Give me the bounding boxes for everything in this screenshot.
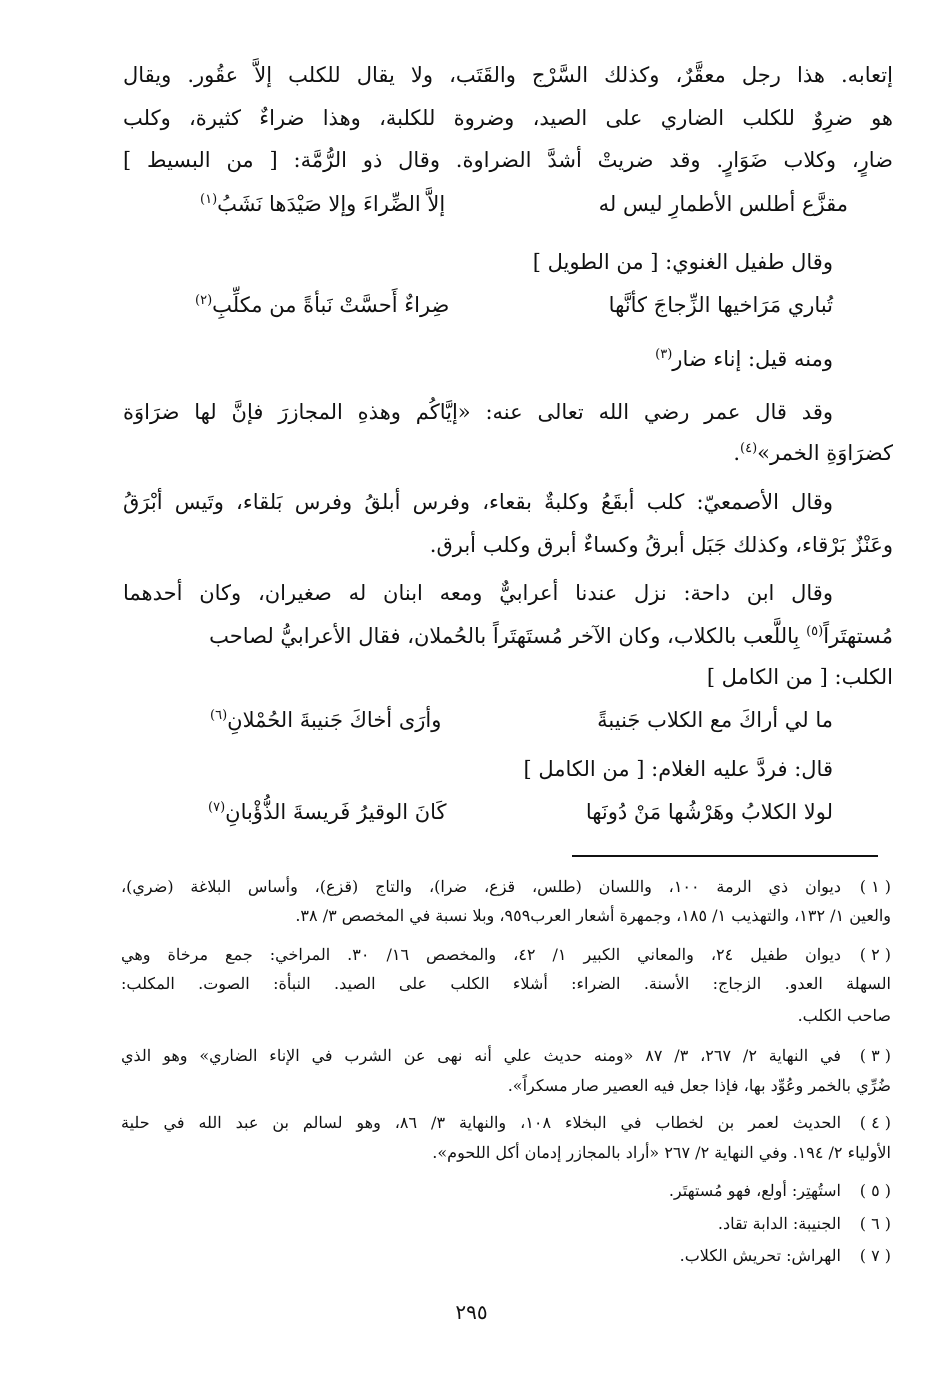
page-number: ٢٩٥ [455, 1300, 488, 1324]
footnote-1-line-1: ديوان ذي الرمة ١٠٠، واللسان (طلس، قزع، ضرا)، والتاج (قزع)، وأساس البلاغة (ضري)، [121, 877, 841, 896]
daha-line-2-rest: بِاللَّعب بالكلاب، وكان الآخر مُستَهتَراً بالحُملان، فقال الأعرابيُّ لصاحب [209, 624, 800, 648]
verse-4-second-hemistich [208, 800, 447, 824]
verse-1-second-hemistich [200, 192, 445, 216]
footnote-1-number: ( ١ ) [859, 877, 891, 896]
omar-line-1: وقد قال عمر رضي الله تعالى عنه: «إيَّاكُم وهذهِ المجازرَ فإنَّ لها ضرَاوَة [123, 400, 833, 424]
footnote-ref-1: (١) [200, 192, 218, 207]
asmai-line-1: وقال الأصمعيّ: كلب أبقَعُ وكلبةٌ بقعاء، وفرس أبلقُ وفرس بَلقاء، وتَيس أبْرَقُ [123, 490, 833, 514]
footnote-2-line-1: ديوان طفيل ٢٤، والمعاني الكبير ١/ ٤٢، والمخصص ١٦/ ٣٠. المراخي: جمع مرخاة وهي [121, 945, 842, 964]
verse-4-first-hemistich: لولا الكلابُ وهَرْشُها مَنْ دُونَها [585, 800, 833, 824]
daha-line-2 [123, 624, 893, 648]
verse-1-first-hemistich: مقزَّع أطلس الأطمارِ ليس له [598, 192, 848, 216]
footnote-4-number: ( ٤ ) [859, 1113, 891, 1132]
footnote-2-line-2: السهلة العدو. الزجاج: الأسنة. الضراء: أشلاء الكلب على الصيد. النبأة: الصوت. المكلب: [121, 974, 891, 993]
footnote-2-line-3: صاحب الكلب. [797, 1006, 891, 1025]
footnote-5-number: ( ٥ ) [859, 1181, 891, 1200]
footnote-ref-7: (٧) [208, 800, 226, 815]
footnote-ref-2: (٢) [195, 293, 213, 308]
footnote-3-line-2: ضُرِّي بالخمر وعُوِّد بها، فإذا جعل فيه العصير صار مسكراً». [507, 1076, 891, 1095]
daha-line-3: الكلب: [ من الكامل ] [706, 665, 893, 689]
footnote-3-number: ( ٣ ) [859, 1046, 891, 1065]
verse-1-second-text: إلاَّ الضِّراءَ وإلا صَيْدَها نَشَبُ [217, 192, 446, 216]
omar-line-2 [123, 441, 893, 465]
reply-intro: قال: فردَّ عليه الغلام: [ من الكامل ] [523, 757, 833, 781]
inaa-text: ومنه قيل: إناء ضار [672, 347, 833, 371]
footnote-ref-5: (٥) [806, 624, 824, 639]
body-line-2: هو ضرِوٌ للكلب الضاري على الصيد، وضروة للكلبة، وهذا ضراءٌ كثيرة، وكلب [123, 106, 893, 130]
daha-line-2-start: مُستهتَراً [823, 624, 893, 648]
verse-3-second-hemistich [210, 708, 441, 732]
footnote-4-line-1: الحديث لعمر بن لخطاب في البخلاء ١٠٨، والنهاية ٣/ ٨٦، وهو لسالم بن عبد الله في حلية [121, 1113, 842, 1132]
verse-2-first-hemistich: تُباري مَرَاخيها الزِّجاجَ كأنَّها [608, 293, 833, 317]
verse-2-second-text: ضِراءٌ أَحسَّتْ نَبأةً من مكلِّبِ [212, 293, 450, 317]
footnote-ref-6: (٦) [210, 708, 228, 723]
footnote-2-number: ( ٢ ) [859, 945, 891, 964]
body-line-1: إتعابه. هذا رجل معقَّرٌ، وكذلك السَّرْج والقَتَب، ولا يقال للكلب إلاَّ عقُور. ويقال [123, 63, 893, 87]
verse-3-second-text: وأرَى أخاكَ جَنيبةَ الحُمْلانِ [227, 708, 442, 732]
asmai-line-2: وعَنْزٌ بَرْقاء، وكذلك جَبَل أبرقُ وكساءٌ أبرق وكلب أبرق. [429, 533, 893, 557]
footnote-1-line-2: والعين ١/ ١٣٢، والتهذيب ١/ ١٨٥، وجمهرة أشعار العرب٩٥٩، وبلا نسبة في المخصص ٣/ ٣٨. [295, 906, 891, 925]
omar-line-2-end: . [733, 441, 741, 465]
omar-line-2-text: كضرَاوَةِ الخمر» [757, 441, 893, 465]
footnote-separator [572, 855, 878, 857]
footnote-7-text: الهراش: تحريش الكلاب. [679, 1246, 841, 1265]
poet-intro-tufayl: وقال طفيل الغنوي: [ من الطويل ] [532, 250, 833, 274]
footnote-4-line-2: الأولياء ٢/ ١٩٤. وفي النهاية ٢/ ٢٦٧ «أراد بالمجازر إدمان أكل اللحوم». [432, 1143, 891, 1162]
footnote-3-line-1: في النهاية ٢/ ٢٦٧، ٣/ ٨٧ «ومنه حديث علي أنه نهى عن الشرب في الإناء الضاري» وهو الذي [121, 1046, 842, 1065]
daha-line-1: وقال ابن داحة: نزل عندنا أعرابيٌّ ومعه ابنان له صغيران، وكان أحدهما [123, 581, 833, 605]
verse-4-second-text: كَانَ الوقيرُ فَريسةَ الذُّؤْبانِ [225, 800, 447, 824]
footnote-ref-4: (٤) [740, 441, 758, 456]
footnote-6-number: ( ٦ ) [859, 1214, 891, 1233]
footnote-7-number: ( ٧ ) [859, 1246, 891, 1265]
footnote-6-text: الجنيبة: الدابة تقاد. [717, 1214, 841, 1233]
footnote-ref-3: (٣) [655, 347, 673, 362]
footnote-5-text: استُهتِر: أولع، فهو مُستهتَر. [668, 1181, 841, 1200]
body-line-3: ضارٍ، وكلاب ضَوَارٍ. وقد ضريتْ أشدَّ الضراوة. وقال ذو الرُّمَّة: [ من البسيط ] [123, 148, 893, 172]
verse-3-first-hemistich: ما لي أراكَ مع الكلاب جَنيبةً [597, 708, 833, 732]
verse-2-second-hemistich [195, 293, 449, 317]
inaa-line [133, 347, 833, 371]
